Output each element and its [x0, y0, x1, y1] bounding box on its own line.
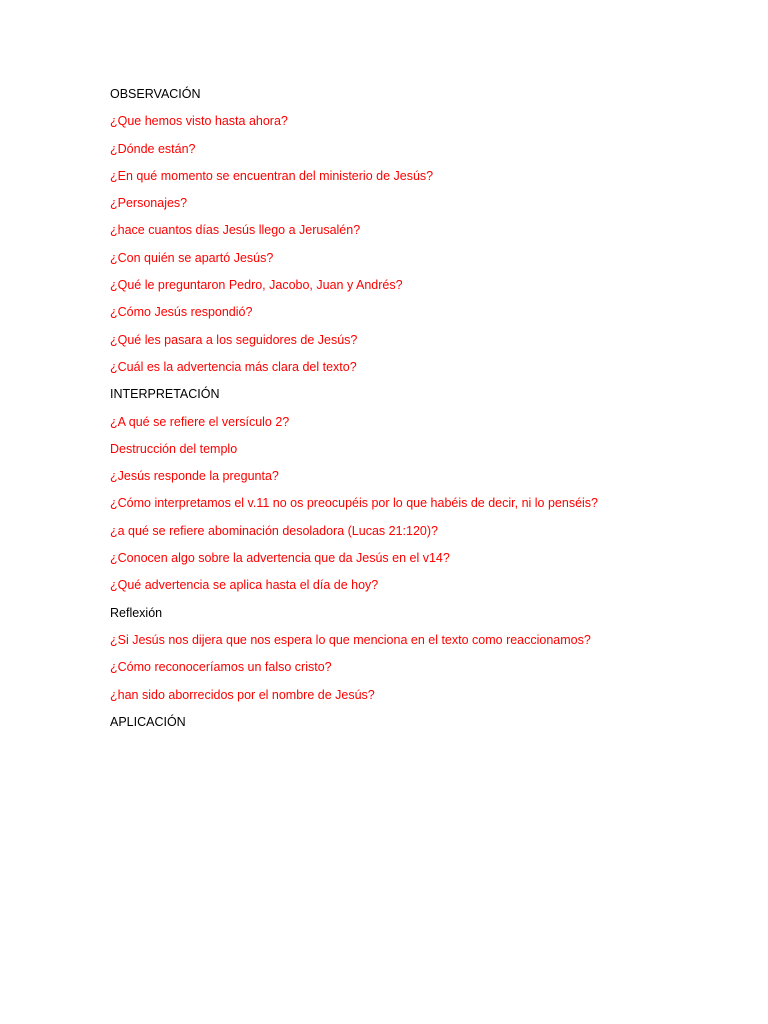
- question-line: ¿hace cuantos días Jesús llego a Jerusalén?: [110, 223, 361, 238]
- section-heading-reflexion: Reflexión: [110, 605, 163, 620]
- question-line: Destrucción del templo: [110, 441, 238, 456]
- question-line: ¿Si Jesús nos dijera que nos espera lo que menciona en el texto como reaccionamos?: [110, 632, 591, 647]
- question-line: ¿En qué momento se encuentran del ministerio de Jesús?: [110, 168, 434, 183]
- document-page: [110, 85, 730, 740]
- section-heading-interpretacion: INTERPRETACIÓN: [110, 387, 220, 402]
- section-heading-observacion: OBSERVACIÓN: [110, 87, 201, 101]
- question-line: ¿Qué le preguntaron Pedro, Jacobo, Juan y Andrés?: [110, 278, 403, 293]
- question-line: ¿Personajes?: [110, 196, 188, 211]
- question-line: ¿Qué advertencia se aplica hasta el día de hoy?: [110, 578, 379, 593]
- question-line: ¿Cómo Jesús respondió?: [110, 305, 253, 320]
- question-line: ¿Que hemos visto hasta ahora?: [110, 114, 288, 129]
- question-line: ¿Cómo reconoceríamos un falso cristo?: [110, 660, 332, 675]
- section-heading-aplicacion: APLICACIÓN: [110, 714, 186, 729]
- question-line: ¿Jesús responde la pregunta?: [110, 469, 279, 484]
- question-line: ¿Dónde están?: [110, 141, 196, 156]
- question-line: ¿Qué les pasara a los seguidores de Jesús?: [110, 332, 358, 347]
- question-line: ¿a qué se refiere abominación desoladora (Lucas 21:120)?: [110, 523, 438, 538]
- question-line: ¿Cómo interpretamos el v.11 no os preocupéis por lo que habéis de decir, ni lo penséis?: [110, 496, 599, 511]
- question-line: ¿A qué se refiere el versículo 2?: [110, 414, 290, 429]
- question-line: ¿Cuál es la advertencia más clara del texto?: [110, 359, 357, 374]
- question-line: ¿Conocen algo sobre la advertencia que da Jesús en el v14?: [110, 551, 450, 566]
- question-line: ¿han sido aborrecidos por el nombre de Jesús?: [110, 687, 375, 702]
- question-line: ¿Con quién se apartó Jesús?: [110, 250, 274, 265]
